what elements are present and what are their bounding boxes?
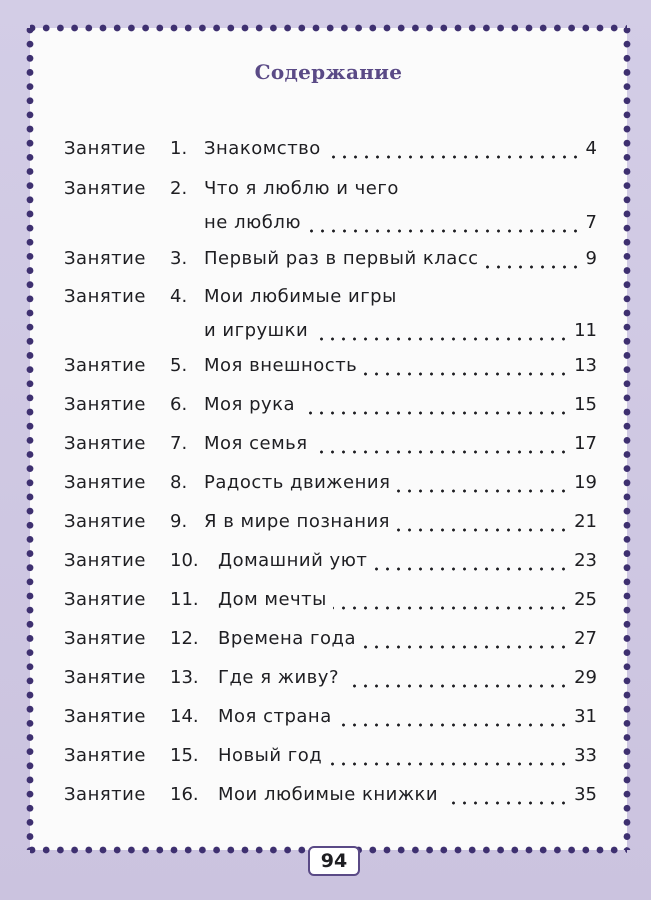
page-ref: 13 bbox=[574, 355, 597, 376]
toc-entry bbox=[64, 355, 597, 385]
page-ref: 29 bbox=[574, 667, 597, 688]
toc-entry bbox=[64, 138, 597, 168]
dot-leader bbox=[327, 155, 581, 159]
page-ref: 35 bbox=[574, 784, 597, 805]
toc-entry bbox=[64, 178, 597, 242]
lesson-label: Занятие bbox=[64, 550, 146, 571]
page-ref: 7 bbox=[585, 212, 597, 233]
lesson-topic: Где я живу? bbox=[218, 667, 339, 688]
dot-leader bbox=[444, 801, 569, 805]
dotted-border-top bbox=[30, 23, 627, 33]
lesson-topic: Моя рука bbox=[204, 394, 296, 415]
lesson-topic: Я в мире познания bbox=[204, 511, 391, 532]
lesson-topic: Мои любимые игры bbox=[204, 286, 397, 307]
lesson-number: 14. bbox=[170, 706, 199, 727]
page-ref: 4 bbox=[585, 138, 597, 159]
lesson-topic: Моя страна bbox=[218, 706, 332, 727]
lesson-label: Занятие bbox=[64, 394, 146, 415]
lesson-number: 5. bbox=[170, 355, 188, 376]
dot-leader bbox=[338, 723, 569, 727]
dot-leader bbox=[396, 489, 569, 493]
lesson-number: 3. bbox=[170, 248, 188, 269]
toc-entry bbox=[64, 248, 597, 278]
page-ref: 15 bbox=[574, 394, 597, 415]
page-ref: 27 bbox=[574, 628, 597, 649]
page-ref: 23 bbox=[574, 550, 597, 571]
lesson-label: Занятие bbox=[64, 784, 146, 805]
lesson-topic: Мои любимые книжки bbox=[218, 784, 439, 805]
dot-leader bbox=[373, 567, 569, 571]
page-ref: 19 bbox=[574, 472, 597, 493]
lesson-number: 2. bbox=[170, 178, 188, 199]
dot-leader bbox=[345, 684, 569, 688]
lesson-number: 15. bbox=[170, 745, 199, 766]
page-ref: 21 bbox=[574, 511, 597, 532]
lesson-label: Занятие bbox=[64, 355, 146, 376]
toc-entry bbox=[64, 628, 597, 658]
lesson-topic: Что я люблю и чего bbox=[204, 178, 399, 199]
lesson-label: Занятие bbox=[64, 628, 146, 649]
lesson-number: 10. bbox=[170, 550, 199, 571]
dot-leader bbox=[314, 450, 569, 454]
lesson-label: Занятие bbox=[64, 472, 146, 493]
toc-entry bbox=[64, 394, 597, 424]
lesson-label: Занятие bbox=[64, 248, 146, 269]
toc-entry bbox=[64, 706, 597, 736]
lesson-topic: Радость движения bbox=[204, 472, 391, 493]
toc-entry bbox=[64, 286, 597, 350]
lesson-topic: Знакомство bbox=[204, 138, 321, 159]
lesson-topic: Первый раз в первый класс bbox=[204, 248, 479, 269]
lesson-number: 7. bbox=[170, 433, 188, 454]
lesson-topic: Новый год bbox=[218, 745, 323, 766]
dotted-border-left bbox=[25, 28, 35, 850]
toc-entry bbox=[64, 511, 597, 541]
page-ref: 31 bbox=[574, 706, 597, 727]
lesson-label: Занятие bbox=[64, 138, 146, 159]
page-ref: 9 bbox=[585, 248, 597, 269]
toc-entry bbox=[64, 433, 597, 463]
toc-entry bbox=[64, 472, 597, 502]
lesson-label: Занятие bbox=[64, 178, 146, 199]
lesson-number: 8. bbox=[170, 472, 188, 493]
lesson-number: 6. bbox=[170, 394, 188, 415]
toc-entry bbox=[64, 589, 597, 619]
lesson-topic-continued: и игрушки bbox=[204, 320, 309, 341]
dot-leader bbox=[328, 762, 569, 766]
lesson-label: Занятие bbox=[64, 745, 146, 766]
lesson-topic: Времена года bbox=[218, 628, 356, 649]
lesson-number: 16. bbox=[170, 784, 199, 805]
lesson-number: 12. bbox=[170, 628, 199, 649]
toc-entry bbox=[64, 745, 597, 775]
lesson-label: Занятие bbox=[64, 589, 146, 610]
lesson-label: Занятие bbox=[64, 706, 146, 727]
dot-leader bbox=[301, 411, 569, 415]
toc-entry bbox=[64, 667, 597, 697]
page-ref: 11 bbox=[574, 320, 597, 341]
lesson-number: 11. bbox=[170, 589, 199, 610]
lesson-number: 9. bbox=[170, 511, 188, 532]
lesson-number: 1. bbox=[170, 138, 188, 159]
lesson-topic: Моя семья bbox=[204, 433, 308, 454]
lesson-number: 4. bbox=[170, 286, 188, 307]
page-ref: 25 bbox=[574, 589, 597, 610]
lesson-label: Занятие bbox=[64, 433, 146, 454]
page-ref: 33 bbox=[574, 745, 597, 766]
dot-leader bbox=[362, 645, 569, 649]
page-ref: 17 bbox=[574, 433, 597, 454]
dot-leader bbox=[396, 528, 569, 532]
lesson-label: Занятие bbox=[64, 667, 146, 688]
toc-entry bbox=[64, 784, 597, 814]
lesson-topic-continued: не люблю bbox=[204, 212, 301, 233]
lesson-label: Занятие bbox=[64, 286, 146, 307]
dot-leader bbox=[314, 337, 569, 341]
toc-entry bbox=[64, 550, 597, 580]
dot-leader bbox=[307, 229, 581, 233]
lesson-topic: Дом мечты bbox=[218, 589, 327, 610]
lesson-number: 13. bbox=[170, 667, 199, 688]
dot-leader bbox=[363, 372, 569, 376]
page-title: Содержание bbox=[254, 60, 403, 84]
dotted-border-right bbox=[622, 28, 632, 850]
dot-leader bbox=[333, 606, 569, 610]
lesson-label: Занятие bbox=[64, 511, 146, 532]
lesson-topic: Моя внешность bbox=[204, 355, 358, 376]
dot-leader bbox=[485, 265, 581, 269]
lesson-topic: Домашний уют bbox=[218, 550, 368, 571]
page-number: 94 bbox=[308, 846, 360, 876]
